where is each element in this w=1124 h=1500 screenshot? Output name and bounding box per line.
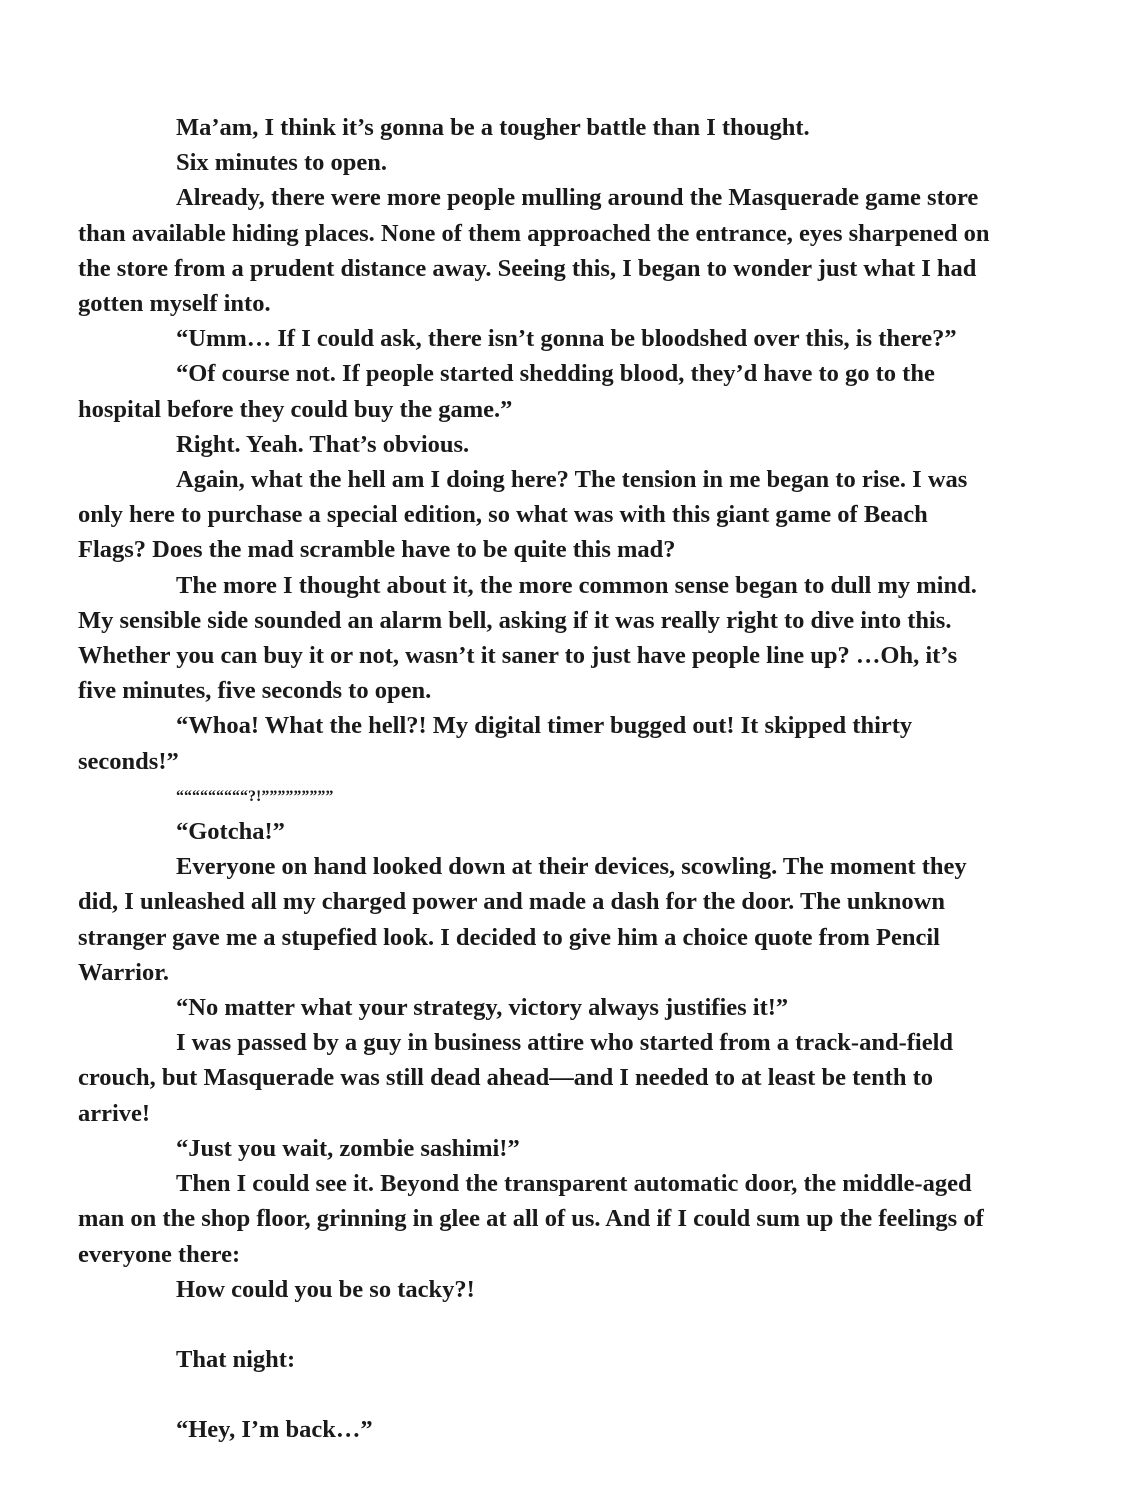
document-page bbox=[78, 110, 990, 1448]
paragraph: Six minutes to open. bbox=[176, 149, 388, 177]
paragraph: Again, what the hell am I doing here? The tension in me began to rise. I was only here to purchase a special edition, so what was with this giant game of Beach Flags? Does the mad scramble have to be quite this mad? bbox=[78, 466, 968, 564]
paragraph: The more I thought about it, the more common sense began to dull my mind. My sensible side sounded an alarm bell, asking if it was really right to dive into this. Whether you can buy it or not, wasn’t it saner to just have people line up? …Oh, it’s five minutes, five seconds to open. bbox=[78, 571, 977, 705]
paragraph: How could you be so tacky?! bbox=[176, 1275, 475, 1303]
paragraph: Ma’am, I think it’s gonna be a tougher battle than I thought. bbox=[176, 114, 810, 141]
paragraph: Already, there were more people mulling around the Masquerade game store than available hiding places. None of them approached the entrance, eyes sharpened on the store from a prudent distance away. Seeing this, I began to wonder just what I had gotten myself into. bbox=[78, 184, 990, 318]
paragraph: “No matter what your strategy, victory always justifies it!” bbox=[176, 994, 789, 1022]
paragraph: “Gotcha!” bbox=[176, 818, 285, 846]
paragraph: “Of course not. If people started shedding blood, they’d have to go to the hospital before they could buy the game.” bbox=[78, 360, 935, 423]
paragraph: Everyone on hand looked down at their devices, scowling. The moment they did, I unleashed all my charged power and made a dash for the door. The unknown stranger gave me a stupefied look. I decided to give him a choice quote from Pencil Warrior. bbox=[78, 853, 967, 986]
scene-break: That night: bbox=[176, 1346, 296, 1374]
blank-line bbox=[78, 1377, 990, 1412]
paragraph: Then I could see it. Beyond the transparent automatic door, the middle-aged man on the shop floor, grinning in glee at all of us. And if I could sum up the feelings of everyone there: bbox=[78, 1170, 984, 1268]
final-line: “Hey, I’m back…” bbox=[176, 1416, 373, 1444]
paragraph: “““““““““?!””””””””” bbox=[176, 787, 334, 805]
paragraph: I was passed by a guy in business attire who started from a track-and-field crouch, but Masquerade was still dead ahead—and I needed to at least be tenth to arrive! bbox=[78, 1029, 954, 1127]
blank-line bbox=[78, 1307, 990, 1342]
paragraph: “Just you wait, zombie sashimi!” bbox=[176, 1134, 520, 1162]
paragraph: “Umm… If I could ask, there isn’t gonna be bloodshed over this, is there?” bbox=[176, 325, 957, 353]
paragraph: Right. Yeah. That’s obvious. bbox=[176, 430, 470, 458]
paragraph: “Whoa! What the hell?! My digital timer bugged out! It skipped thirty seconds!” bbox=[78, 712, 913, 775]
